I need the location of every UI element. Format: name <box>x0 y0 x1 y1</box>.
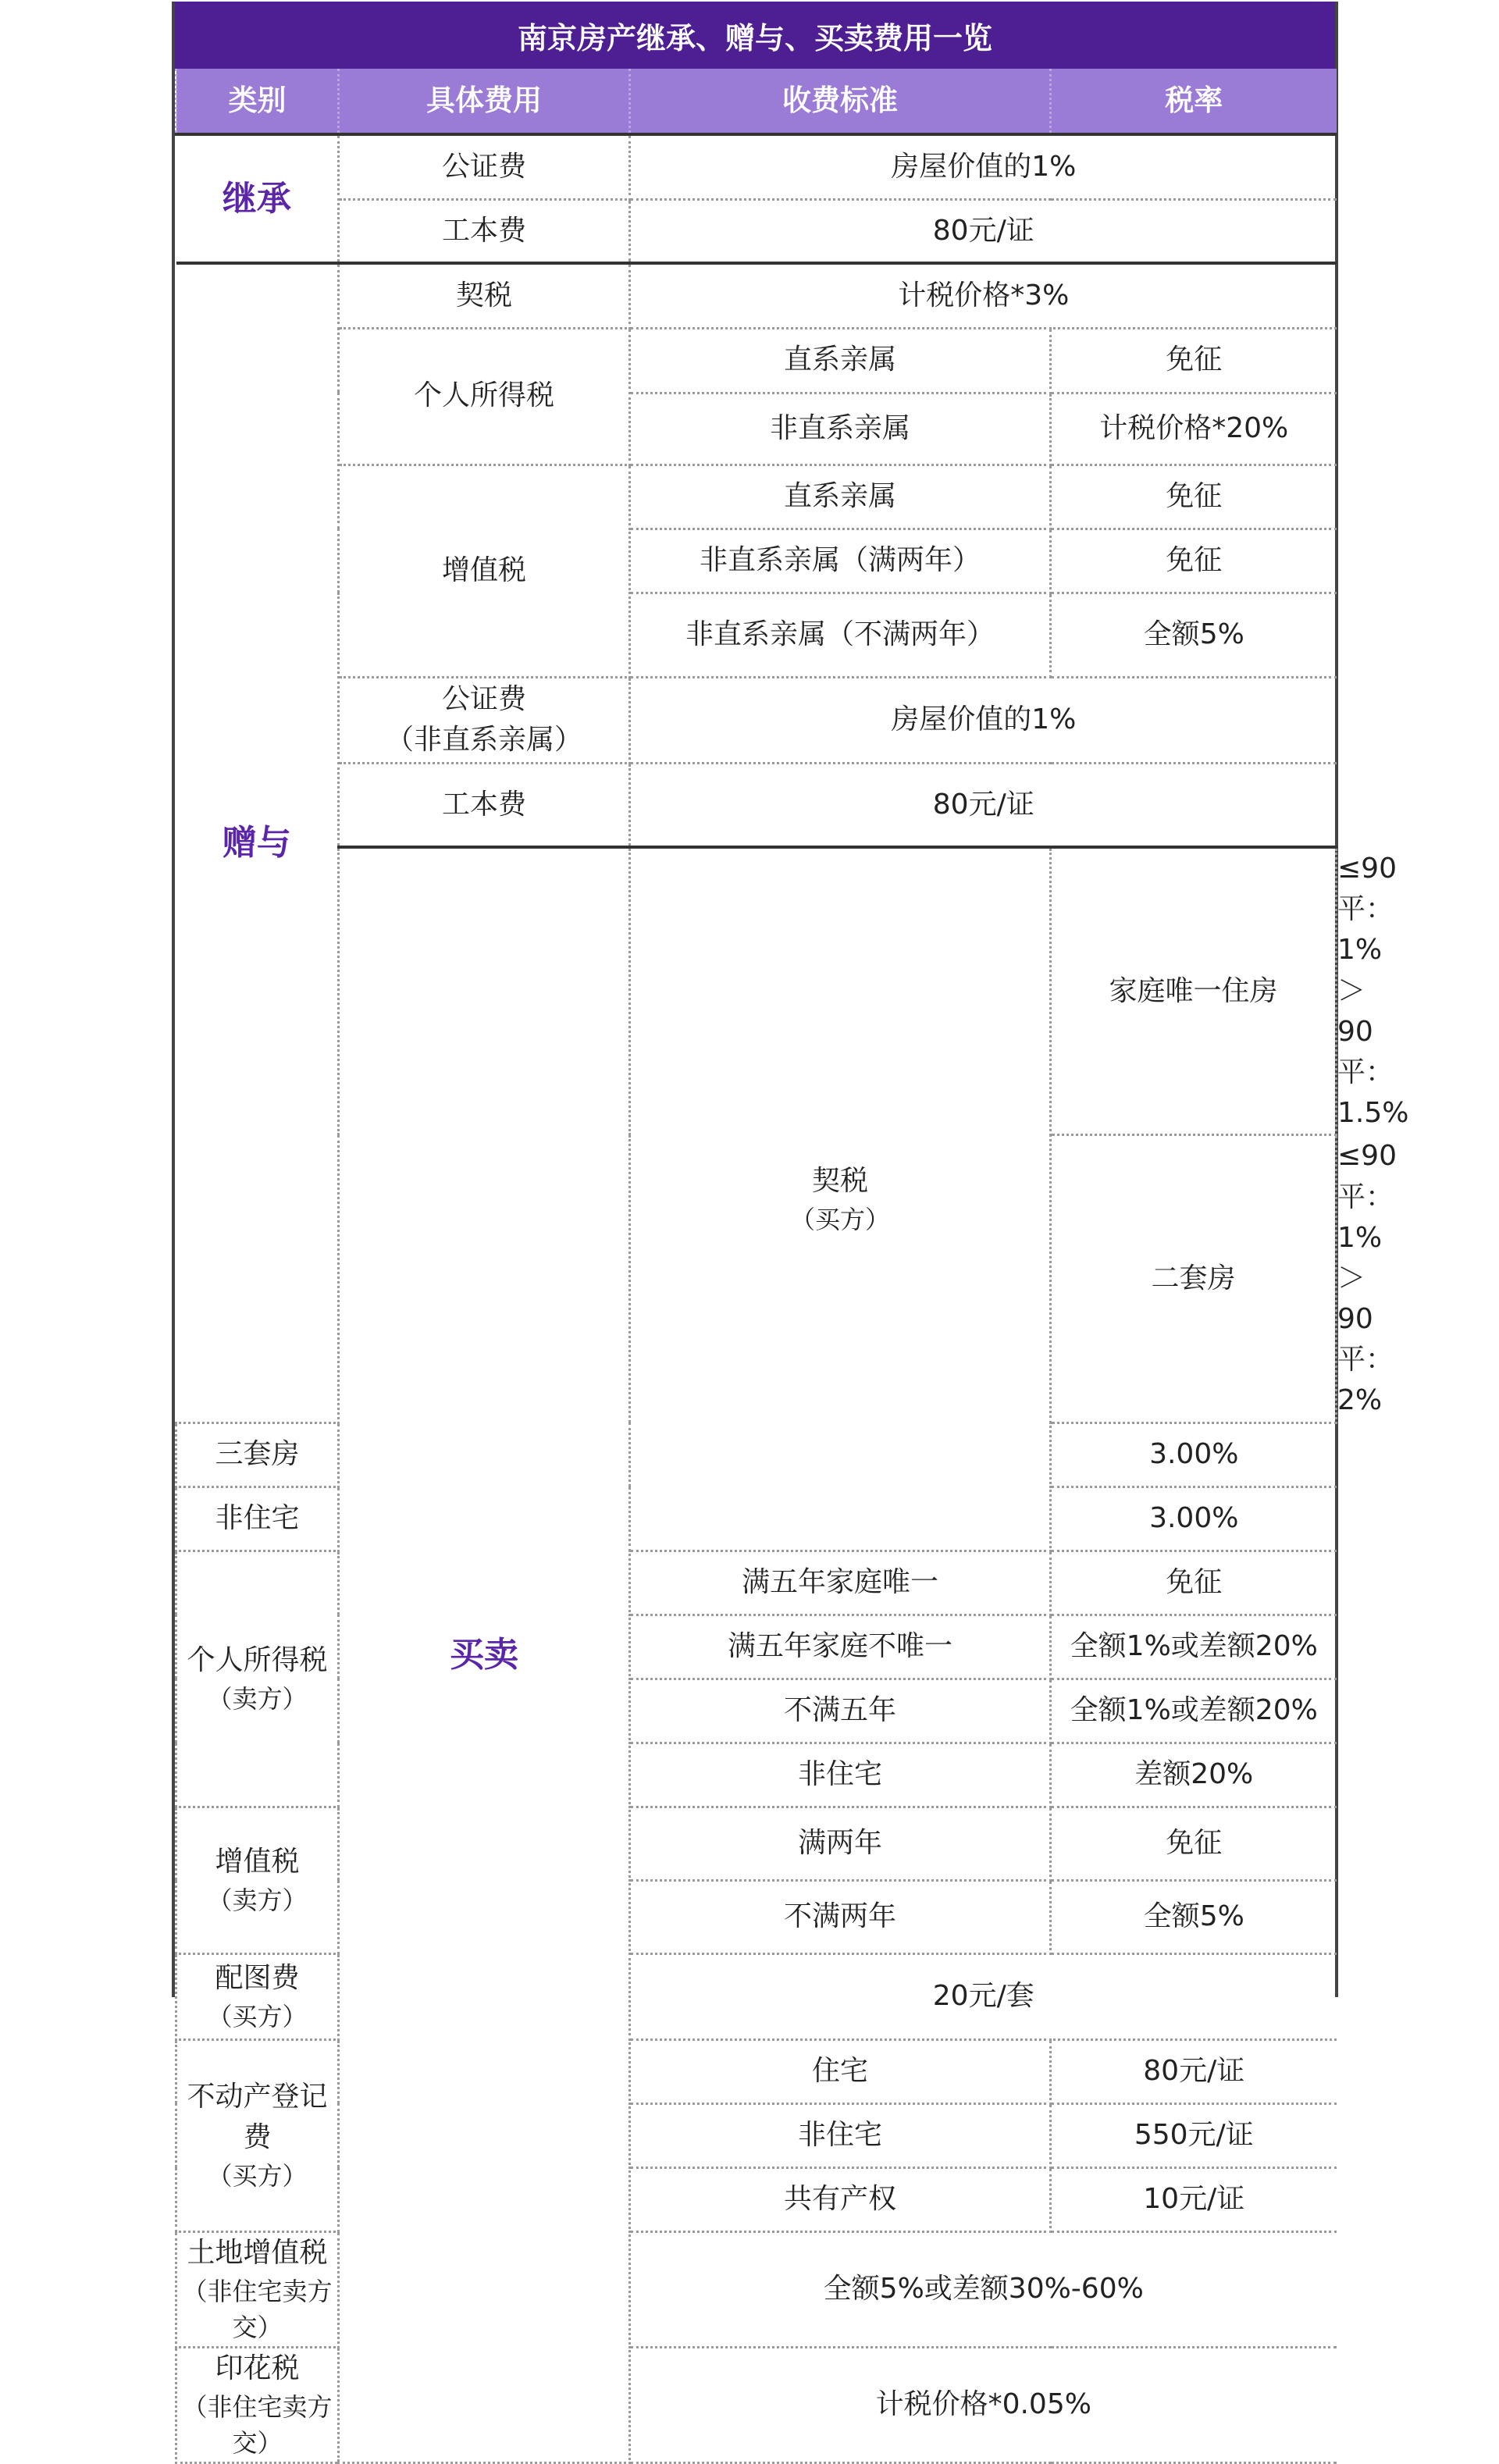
fee-rate: 550元/证 <box>1051 2103 1337 2167</box>
fee-name-sub: （非住宅卖方交） <box>182 2276 333 2343</box>
fee-standard: 20元/套 <box>630 1953 1337 2039</box>
table-row <box>176 465 1337 529</box>
fee-name: 增值税 <box>339 465 630 677</box>
fee-rate: 80元/证 <box>1051 2039 1337 2103</box>
fee-rate: 免征 <box>1051 529 1337 593</box>
fee-standard: 计税价格*0.05% <box>630 2347 1337 2462</box>
header-standard: 收费标准 <box>630 69 1051 134</box>
fee-standard: 非直系亲属（不满两年） <box>630 593 1051 677</box>
header-fee: 具体费用 <box>339 69 630 134</box>
fee-rate: 全额1%或差额20% <box>1051 1679 1337 1743</box>
fee-rate: 3.00% <box>1051 1422 1337 1487</box>
fee-name-main: 土地增值税 <box>187 2236 328 2269</box>
fee-standard: 计税价格*3% <box>630 263 1337 328</box>
fee-standard: 房屋价值的1% <box>630 134 1337 199</box>
fee-name <box>630 847 1051 1551</box>
fee-name <box>176 2347 339 2462</box>
table-row <box>176 328 1337 393</box>
fee-standard: 非直系亲属（满两年） <box>630 529 1051 593</box>
fee-name-sub: （卖方） <box>207 1684 308 1714</box>
category-gift: 赠与 <box>176 263 339 1422</box>
fee-rate: 免征 <box>1051 465 1337 529</box>
fee-standard: 三套房 <box>176 1422 339 1487</box>
fee-standard: 房屋价值的1% <box>630 677 1337 763</box>
fee-name <box>176 1551 339 1807</box>
fee-rate: 全额5% <box>1051 1880 1337 1953</box>
fee-name <box>176 1953 339 2039</box>
fee-standard: 全额5%或差额30%-60% <box>630 2231 1337 2347</box>
fee-table-frame <box>172 2 1409 2459</box>
fee-standard: 80元/证 <box>630 199 1337 263</box>
table-row: 二套房 ≤90平：1% ＞90平：2% <box>176 1135 1337 1422</box>
fee-standard: 不满五年 <box>630 1679 1051 1743</box>
fee-name-main: 不动产登记费 <box>187 2080 328 2153</box>
fee-name-main: 配图费 <box>215 1961 300 1994</box>
fee-name-main: 公证费 <box>441 682 526 715</box>
fee-standard: 满五年家庭唯一 <box>630 1551 1051 1615</box>
fee-name: 工本费 <box>339 199 630 263</box>
fee-standard: 非住宅 <box>176 1487 339 1551</box>
header-category: 类别 <box>176 69 339 134</box>
fee-table <box>175 69 1409 2464</box>
table-row <box>176 763 1337 847</box>
fee-name <box>176 2231 339 2347</box>
fee-name-sub: （非住宅卖方交） <box>182 2391 333 2459</box>
table-row <box>176 199 1337 263</box>
fee-standard: 住宅 <box>630 2039 1051 2103</box>
fee-name-sub: （买方） <box>207 2161 308 2192</box>
fee-name <box>176 1807 339 1953</box>
fee-name-sub: （买方） <box>207 2002 308 2032</box>
table-row <box>176 263 1337 328</box>
fee-name-main: 契税 <box>811 1164 868 1197</box>
fee-rate: 免征 <box>1051 1807 1337 1880</box>
table-title: 南京房产继承、赠与、买卖费用一览 <box>175 2 1335 69</box>
table-row <box>176 677 1337 763</box>
fee-rate: 差额20% <box>1051 1743 1337 1807</box>
fee-rate: 免征 <box>1051 1551 1337 1615</box>
fee-rate: 全额1%或差额20% <box>1051 1615 1337 1679</box>
fee-standard: 非住宅 <box>630 1743 1051 1807</box>
fee-standard: 直系亲属 <box>630 328 1051 393</box>
fee-rate: 计税价格*20% <box>1051 393 1337 465</box>
fee-standard: 共有产权 <box>630 2167 1051 2231</box>
fee-standard: 不满两年 <box>630 1880 1051 1953</box>
fee-name-main: 印花税 <box>215 2352 300 2384</box>
table-row <box>176 134 1337 199</box>
fee-rate: 3.00% <box>1051 1487 1337 1551</box>
header-row <box>176 69 1337 134</box>
category-trade: 买卖 <box>339 847 630 2462</box>
fee-standard: 非住宅 <box>630 2103 1051 2167</box>
fee-rate: 10元/证 <box>1051 2167 1337 2231</box>
table-row: 买卖 契税 （买方） 家庭唯一住房 ≤90平：1% ＞90平：1.5% <box>176 847 1337 1135</box>
fee-rate: 全额5% <box>1051 593 1337 677</box>
fee-rate: 免征 <box>1051 328 1337 393</box>
fee-standard: 直系亲属 <box>630 465 1051 529</box>
fee-name-main: 个人所得税 <box>187 1643 328 1676</box>
fee-name <box>339 677 630 763</box>
fee-standard: 家庭唯一住房 <box>1051 847 1337 1135</box>
fee-name-sub: （买方） <box>789 1204 890 1234</box>
fee-name-sub: （非直系亲属） <box>385 724 582 756</box>
fee-standard: 满两年 <box>630 1807 1051 1880</box>
fee-name <box>176 2039 339 2231</box>
category-inherit: 继承 <box>176 134 339 263</box>
fee-name: 个人所得税 <box>339 328 630 465</box>
fee-name: 契税 <box>339 263 630 328</box>
fee-standard: 满五年家庭不唯一 <box>630 1615 1051 1679</box>
fee-name: 工本费 <box>339 763 630 847</box>
fee-standard: 二套房 <box>1051 1135 1337 1422</box>
header-rate: 税率 <box>1051 69 1337 134</box>
fee-name: 公证费 <box>339 134 630 199</box>
fee-name-main: 增值税 <box>215 1845 300 1878</box>
fee-standard: 80元/证 <box>630 763 1337 847</box>
fee-name-sub: （卖方） <box>207 1885 308 1916</box>
fee-standard: 非直系亲属 <box>630 393 1051 465</box>
